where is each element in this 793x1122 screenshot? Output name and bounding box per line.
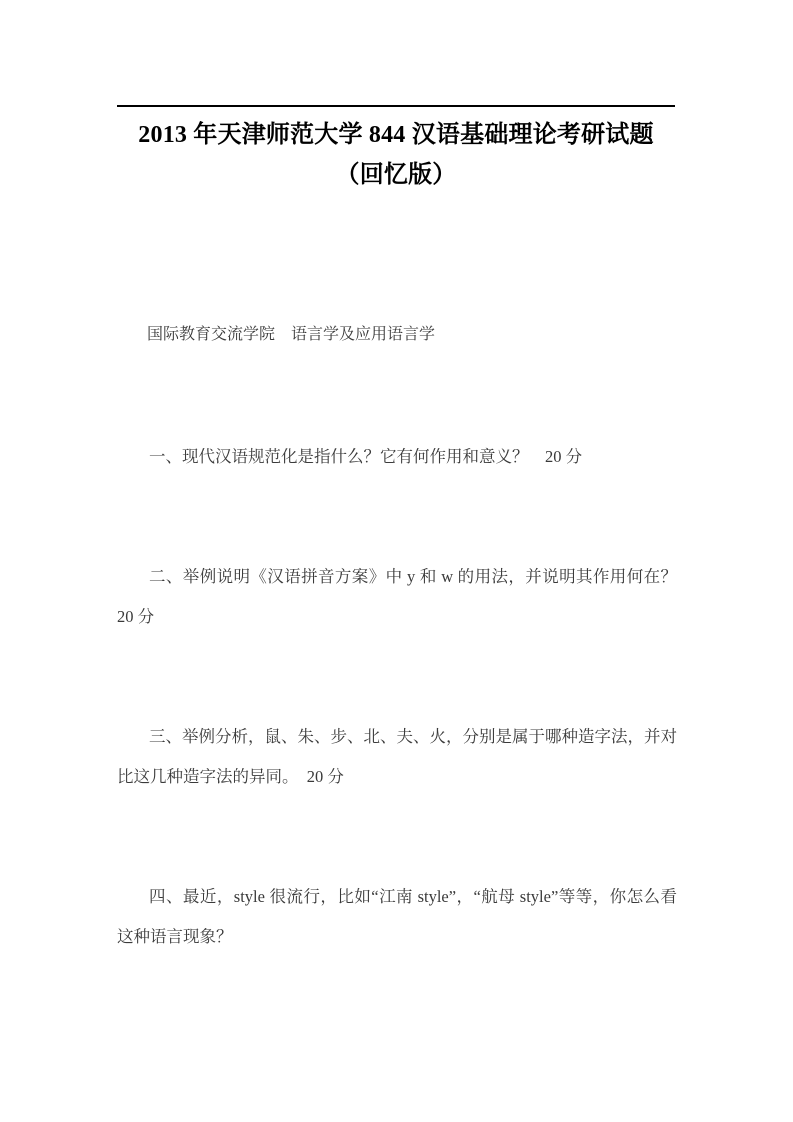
- header-divider: [117, 105, 675, 107]
- page-title: 2013 年天津师范大学 844 汉语基础理论考研试题（回忆版）: [138, 122, 654, 188]
- question-item-3: 三、举例分析，鼠、朱、步、北、夫、火，分别是属于哪种造字法，并对比这几种造字法的异同。 20 分: [117, 727, 677, 786]
- question-item-2: 二、举例说明《汉语拼音方案》中 y 和 w 的用法，并说明其作用何在？ 20 分: [117, 567, 694, 626]
- question-item-1: 一、现代汉语规范化是指什么？它有何作用和意义？ 20 分: [149, 447, 583, 466]
- department-major-line: 国际教育交流学院 语言学及应用语言学: [147, 326, 436, 343]
- question-item-4: 四、最近，style 很流行，比如“江南 style”，“航母 style”等等，你怎么看这种语言现象？: [117, 887, 677, 946]
